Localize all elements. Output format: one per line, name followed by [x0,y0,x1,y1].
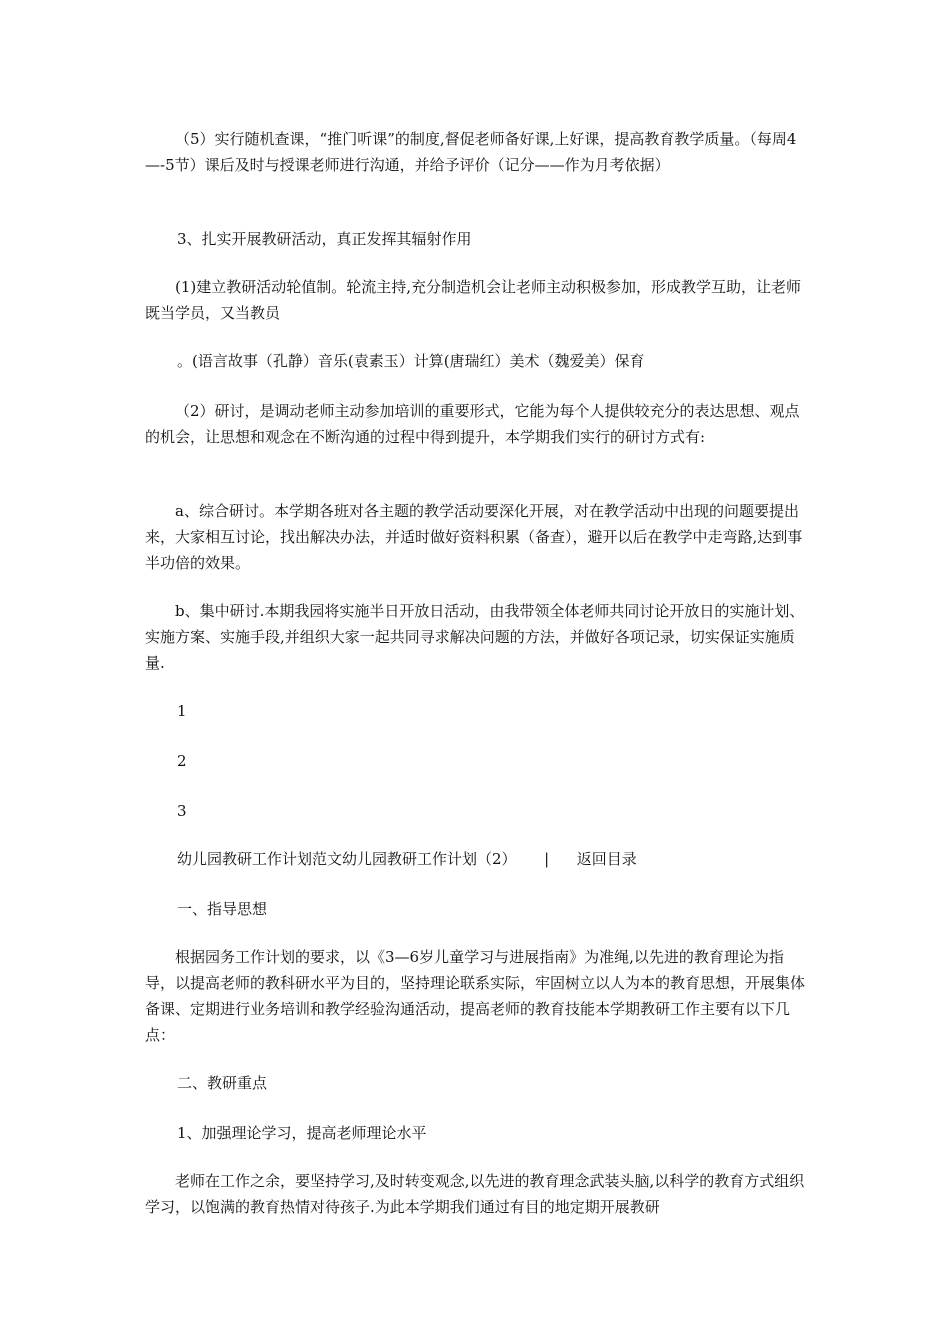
paragraph-discussion: （2）研讨，是调动老师主动参加培训的重要形式，它能为每个人提供较充分的表达思想、观点的机会，让思想和观念在不断沟通的过程中得到提升，本学期我们实行的研讨方式有: [145,402,800,446]
paragraph-random-inspection: （5）实行随机查课，“推门听课”的制度,督促老师备好课,上好课，提高教育教学质量。（每周4—-5节）课后及时与授课老师进行沟通，并给予评价（记分——作为月考依据） [145,130,797,174]
paragraph-centralized-discussion: b、集中研讨.本期我园将实施半日开放日活动，由我带领全体老师共同讨论开放日的实施计划、实施方案、实施手段,并组织大家一起共同寻求解决问题的方法，并做好各项记录，切实保证实施质量. [145,602,805,672]
paragraph-subject-leads: 。(语言故事（孔静）音乐(袁素玉）计算(唐瑞红）美术（魏爱美）保育 [177,352,645,370]
page-number-1: 1 [177,702,187,720]
section-title: 幼儿园教研工作计划范文幼儿园教研工作计划（2） [177,850,517,868]
paragraph-guiding-thought: 根据园务工作计划的要求，以《3—6岁儿童学习与进展指南》为准绳,以先进的教育理论为指导，以提高老师的教科研水平为目的，坚持理论联系实际，牢固树立以人为本的教育思想，开展集体备课、定期进行业务培训和教学经验沟通活动，提高老师的教育技能本学期教研工作主要有以下几点： [145,948,806,1044]
heading-research-focus: 二、教研重点 [177,1074,268,1092]
paragraph-comprehensive-discussion: a、综合研讨。本学期各班对各主题的教学活动要深化开展，对在教学活动中出现的问题要提出来，大家相互讨论，找出解决办法，并适时做好资料积累（备查），避开以后在教学中走弯路,达到事半功倍的效果。 [145,502,803,572]
section-link-line [177,846,809,872]
heading-guiding-thought: 一、指导思想 [177,900,268,918]
separator: | [544,850,550,868]
page-number-3: 3 [177,802,187,820]
heading-research-activities: 3、扎实开展教研活动，真正发挥其辐射作用 [177,230,472,248]
back-to-toc-link[interactable]: 返回目录 [576,850,637,868]
heading-theory-study: 1、加强理论学习，提高老师理论水平 [177,1124,427,1142]
paragraph-rotation-system: (1)建立教研活动轮值制。轮流主持,充分制造机会让老师主动积极参加，形成教学互助，让老师既当学员，又当教员 [145,278,802,322]
paragraph-theory-study: 老师在工作之余，要坚持学习,及时转变观念,以先进的教育理念武装头脑,以科学的教育方式组织学习，以饱满的教育热情对待孩子.为此本学期我们通过有目的地定期开展教研 [145,1172,805,1216]
page-number-2: 2 [177,752,187,770]
